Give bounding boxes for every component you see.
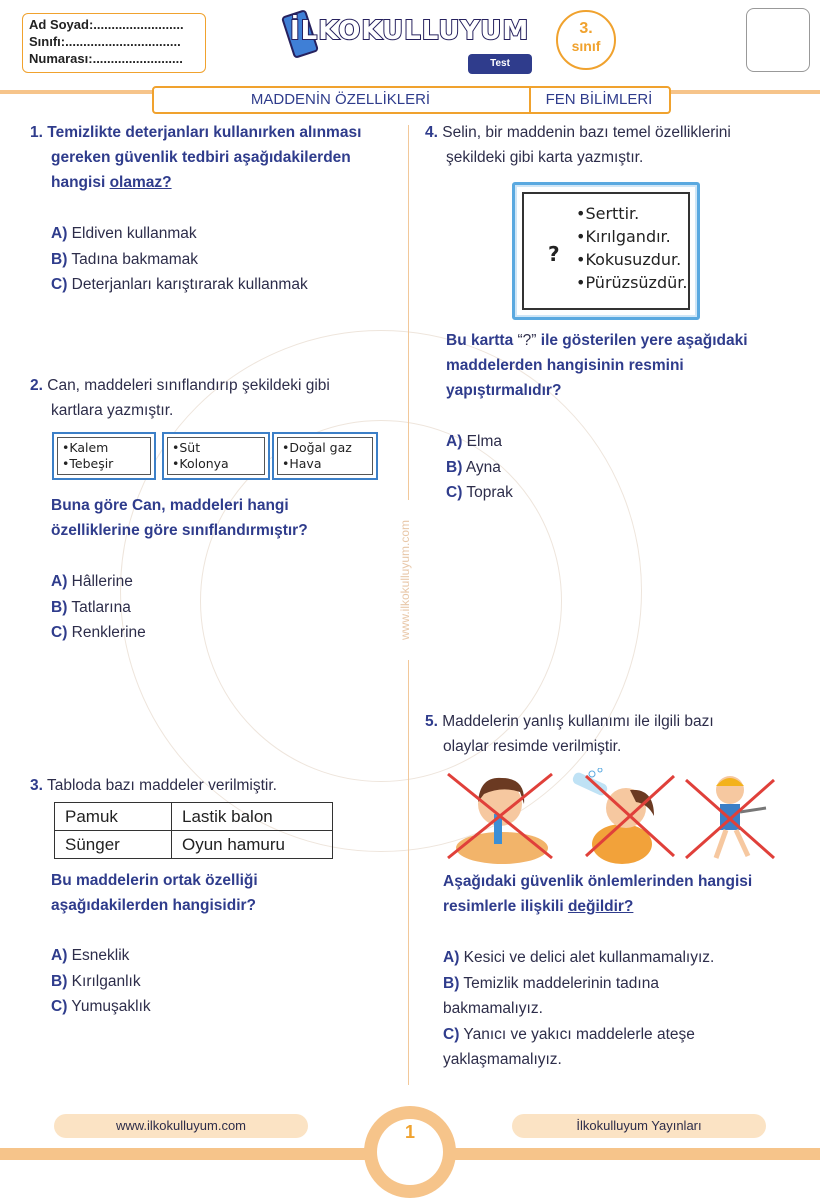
question-2 (30, 373, 402, 423)
name-line[interactable]: Ad Soyad:......................... (29, 17, 184, 32)
question-number: 4. (425, 124, 438, 141)
card-item: •Kokusuzdur. (576, 250, 682, 269)
option-letter: A) (51, 947, 68, 964)
q3-options (51, 943, 151, 1020)
q2-options (51, 569, 146, 646)
question-text: Bu kartta (446, 332, 518, 349)
question-text: Bu maddelerin ortak özelliği (51, 872, 258, 889)
question-text: Temizlikte deterjanları kullanırken alınması (47, 124, 362, 141)
question-text: maddelerden hangisinin resmini (446, 357, 684, 374)
card-item: •Süt (172, 440, 201, 455)
table-row (55, 831, 333, 859)
student-info-box (22, 13, 206, 73)
child-tasting-detergent-icon (448, 774, 552, 864)
option-b[interactable] (51, 247, 308, 273)
question-3 (30, 773, 402, 798)
card-item: •Hava (282, 456, 322, 471)
option-letter: A) (446, 433, 463, 450)
question-3-prompt (51, 868, 401, 918)
question-5 (425, 709, 805, 759)
option-letter: B) (51, 250, 68, 268)
logo-tag: Test (468, 54, 532, 74)
card-item: •Kalem (62, 440, 109, 455)
option-letter: C) (51, 624, 68, 641)
option-a[interactable] (443, 945, 813, 971)
question-text: özelliklerine göre sınıflandırmıştır? (51, 522, 308, 539)
question-text: Aşağıdaki güvenlik önlemlerinden hangisi (443, 873, 753, 890)
option-b[interactable] (443, 971, 813, 997)
option-text: Hâllerine (71, 573, 133, 590)
option-b-continued: bakmamalıyız. (443, 1000, 543, 1017)
card-item: •Kolonya (172, 456, 229, 471)
option-letter: C) (51, 276, 68, 293)
question-1 (30, 120, 402, 195)
page-number: 1 (404, 1122, 415, 1142)
table-cell: Sünger (55, 831, 172, 859)
option-letter: C) (51, 998, 68, 1015)
question-text: gereken güvenlik tedbiri aşağıdakilerden (51, 149, 351, 166)
question-text: hangisi (51, 174, 110, 191)
watermark: www.ilkokulluyum.com (398, 500, 418, 660)
question-text: kartlara yazmıştır. (51, 402, 174, 419)
topic-title: MADDENİN ÖZELLİKLERİ (250, 91, 431, 108)
option-text: Renklerine (71, 624, 146, 641)
option-letter: B) (446, 458, 463, 476)
question-4 (425, 120, 805, 170)
option-text: Yanıcı ve yakıcı maddelerle ateşe (463, 1025, 695, 1043)
question-text: aşağıdakilerden hangisidir? (51, 897, 257, 914)
child-running-knife-icon (686, 776, 774, 858)
option-letter: B) (51, 598, 68, 616)
child-drinking-bottle-icon (571, 768, 674, 864)
card-item: •Pürüzsüzdür. (576, 273, 688, 292)
option-letter: C) (446, 484, 463, 501)
question-mark-quote: “?” (517, 332, 537, 349)
option-c[interactable] (51, 620, 146, 646)
card-item: •Kırılgandır. (576, 227, 671, 246)
option-text: Kırılganlık (71, 972, 141, 990)
question-4-prompt (446, 328, 806, 403)
option-text: Kesici ve delici alet kullanmamalıyız. (463, 949, 715, 966)
subject-title: FEN BİLİMLERİ (545, 91, 653, 108)
option-letter: A) (51, 573, 68, 590)
class-line[interactable]: Sınıfı:................................ (29, 34, 181, 49)
option-text: Temizlik maddelerinin tadına (463, 974, 659, 992)
option-c[interactable] (51, 272, 308, 298)
card-item: •Serttir. (576, 204, 640, 223)
q5-options (443, 945, 813, 1073)
card-item: •Tebeşir (62, 456, 114, 471)
category-card (272, 432, 378, 480)
option-text: Esneklik (71, 947, 130, 964)
table-cell: Lastik balon (172, 803, 333, 831)
q1-options (51, 221, 308, 298)
number-line[interactable]: Numarası:......................... (29, 51, 183, 66)
option-b[interactable] (51, 969, 151, 995)
question-text: Maddelerin yanlış kullanımı ile ilgili bazı (442, 713, 714, 730)
category-card (52, 432, 156, 480)
option-text: Ayna (465, 458, 501, 476)
question-number: 3. (30, 777, 43, 794)
footer-website[interactable]: www.ilkokulluyum.com (54, 1114, 308, 1138)
option-a[interactable] (446, 429, 513, 455)
option-a[interactable] (51, 569, 146, 595)
question-number: 2. (30, 377, 43, 394)
table-row (55, 803, 333, 831)
option-text: Yumuşaklık (71, 998, 151, 1015)
question-mark: ? (548, 242, 560, 266)
option-text: Tadına bakmamak (71, 250, 199, 268)
option-text: Deterjanları karıştırarak kullanmak (71, 276, 308, 293)
option-c[interactable] (446, 480, 513, 506)
footer-publisher: İlkokulluyum Yayınları (512, 1114, 766, 1138)
question-text: olaylar resimde verilmiştir. (443, 738, 622, 755)
option-letter: B) (443, 974, 460, 992)
option-letter: B) (51, 972, 68, 990)
q4-options (446, 429, 513, 506)
option-a[interactable] (51, 943, 151, 969)
question-text: resimlerle ilişkili (443, 898, 568, 915)
score-box (746, 8, 810, 72)
option-letter: A) (443, 949, 460, 966)
materials-table (54, 802, 333, 859)
table-cell: Oyun hamuru (172, 831, 333, 859)
underlined-keyword: değildir? (567, 898, 634, 915)
option-c[interactable] (51, 994, 151, 1020)
question-text: Selin, bir maddenin bazı temel özelliklerini (442, 124, 731, 141)
question-text: Tabloda bazı maddeler verilmiştir. (46, 777, 277, 794)
logo: İLKOKULLUYUM (290, 16, 530, 46)
table-cell: Pamuk (55, 803, 172, 831)
option-letter: C) (443, 1025, 460, 1043)
question-text: yapıştırmalıdır? (446, 382, 562, 399)
question-5-prompt (443, 869, 813, 919)
grade-label: sınıf (571, 38, 601, 54)
question-text: ile gösterilen yere aşağıdaki (536, 332, 748, 349)
option-b[interactable] (51, 595, 146, 621)
category-card (162, 432, 270, 480)
card-item: •Doğal gaz (282, 440, 352, 455)
option-text: Toprak (466, 484, 513, 501)
option-c-continued: yaklaşmamalıyız. (443, 1051, 562, 1068)
underlined-keyword: olamaz? (109, 174, 172, 191)
question-text: Can, maddeleri sınıflandırıp şekildeki gibi (47, 377, 330, 394)
option-a[interactable] (51, 221, 308, 247)
question-number: 5. (425, 713, 438, 730)
option-text: Tatlarına (71, 598, 131, 616)
option-letter: A) (51, 225, 68, 242)
option-c[interactable] (443, 1022, 813, 1048)
question-2-prompt (51, 493, 401, 543)
property-card (512, 182, 700, 320)
option-text: Elma (466, 433, 502, 450)
grade-number: 3. (579, 20, 593, 37)
question-text: Buna göre Can, maddeleri hangi (51, 497, 289, 514)
option-text: Eldiven kullanmak (71, 225, 197, 242)
question-text: şekildeki gibi karta yazmıştır. (446, 149, 644, 166)
grade-badge (556, 10, 616, 70)
option-b[interactable] (446, 455, 513, 481)
question-number: 1. (30, 124, 43, 141)
safety-illustrations (440, 768, 780, 864)
